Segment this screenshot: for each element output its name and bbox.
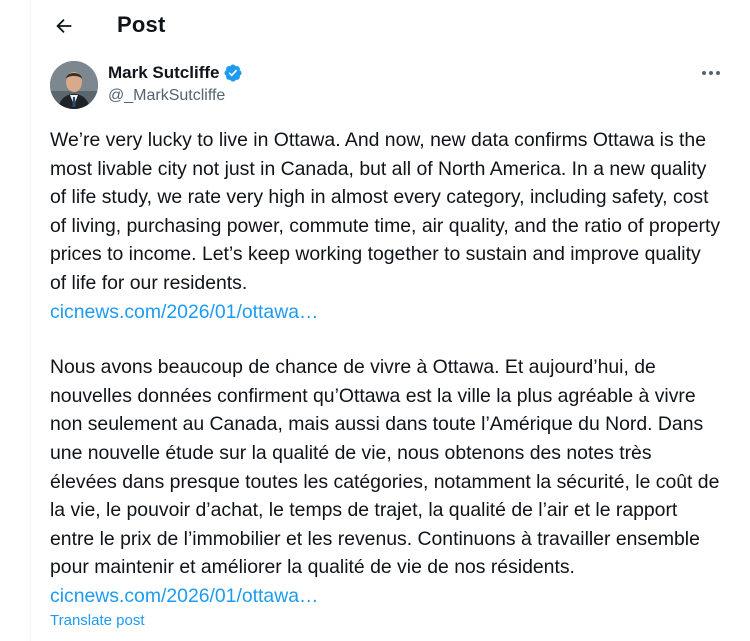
page-title: Post [117,12,166,37]
more-horizontal-icon [701,70,721,76]
post-text-french: Nous avons beaucoup de chance de vivre à Ottawa. Et aujourd’hui, de nouvelles données confirment qu’Ottawa est la ville la plus agréable à vivre non seulement au Canada, mais aussi dans toute l’Amérique du Nord. Dans une nouvelle étude sur la qualité de vie, nous obtenons des notes très élevées dans presque toutes les catégories, notamment la sécurité, le coût de la vie, le pouvoir d’achat, le temps de trajet, la qualité de l’air et le rapport entre le prix de l’immobilier et les revenus. Continuons à travailler ensemble pour maintenir et améliorer la qualité de vie de nos résidents. [50,356,725,579]
verified-badge-icon [223,63,243,83]
author-name-row [108,63,243,83]
paragraph-spacer [50,326,722,353]
post-link-english[interactable]: cicnews.com/2026/01/ottawa… [50,300,319,323]
author-name[interactable]: Mark Sutcliffe [108,63,220,82]
avatar-image [50,61,98,109]
post-header [31,0,750,53]
post-link-french[interactable]: cicnews.com/2026/01/ottawa… [50,584,319,607]
back-button[interactable] [49,11,79,41]
more-options-button[interactable] [698,64,724,82]
translate-post-link[interactable]: Translate post [50,612,145,629]
arrow-left-icon [53,15,75,37]
author-handle[interactable]: @_MarkSutcliffe [108,87,226,104]
avatar[interactable] [50,61,98,109]
post-paragraph-french [50,353,725,610]
post-page [30,0,750,641]
post-text [50,126,726,611]
post-paragraph-english [50,126,726,326]
post-text-english: We’re very lucky to live in Ottawa. And now, new data confirms Ottawa is the most livable city not just in Canada, but all of North America. In a new quality of life study, we rate very high in almost every category, including safety, cost of living, purchasing power, commute time, air quality, and the ratio of property prices to income. Let’s keep working together to sustain and improve quality of life for our residents. [50,129,726,294]
